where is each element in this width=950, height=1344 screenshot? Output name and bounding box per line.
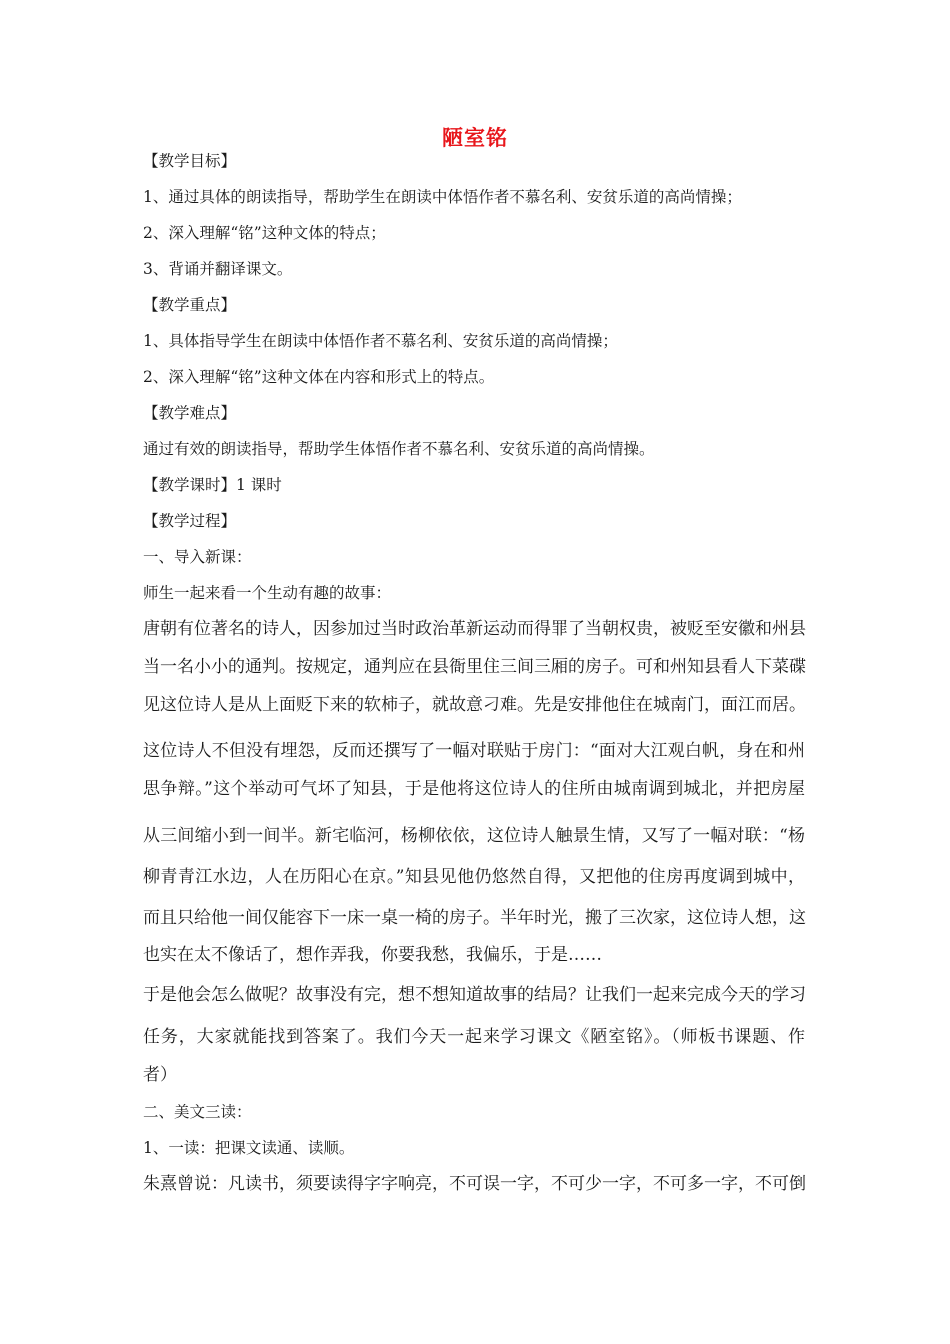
story-line: 这位诗人不但没有埋怨，反而还撰写了一幅对联贴于房门：“面对大江观白帆，身在和州 [143, 741, 805, 761]
objective-item-2: 2、深入理解“铭”这种文体的特点； [143, 224, 386, 242]
story-line: 柳青青江水边，人在历阳心在京。”知县见他仍悠然自得，又把他的住房再度调到城中， [143, 867, 805, 887]
section-1-heading: 一、导入新课： [143, 548, 252, 566]
section-2-heading: 二、美文三读： [143, 1103, 252, 1121]
followup-line: 任务，大家就能找到答案了。我们今天一起来学习课文《陋室铭》。（师板书课题、作 [143, 1027, 805, 1047]
key-point-item-1: 1、具体指导学生在朗读中体悟作者不慕名利、安贫乐道的高尚情操； [143, 332, 618, 350]
key-point-item-2: 2、深入理解“铭”这种文体在内容和形式上的特点。 [143, 368, 495, 386]
story-line: 唐朝有位著名的诗人，因参加过当时政治革新运动而得罪了当朝权贵，被贬至安徽和州县 [143, 619, 806, 639]
story-line: 见这位诗人是从上面贬下来的软柿子，就故意刁难。先是安排他住在城南门，面江而居。 [143, 695, 806, 715]
difficulties-text: 通过有效的朗读指导，帮助学生体悟作者不慕名利、安贫乐道的高尚情操。 [143, 440, 655, 458]
process-heading: 【教学过程】 [143, 512, 237, 530]
key-points-heading: 【教学重点】 [143, 296, 237, 314]
page-title: 陋室铭 [442, 126, 508, 150]
story-line: 而且只给他一间仅能容下一床一桌一椅的房子。半年时光，搬了三次家，这位诗人想，这 [143, 908, 806, 928]
followup-line: 者） [143, 1065, 177, 1085]
difficulties-heading: 【教学难点】 [143, 404, 237, 422]
first-reading: 1、一读：把课文读通、读顺。 [143, 1139, 355, 1157]
story-intro: 师生一起来看一个生动有趣的故事： [143, 584, 392, 602]
zhuxi-quote: 朱熹曾说：凡读书，须要读得字字响亮，不可误一字，不可少一字，不可多一字，不可倒 [143, 1174, 806, 1194]
followup-line: 于是他会怎么做呢？故事没有完，想不想知道故事的结局？让我们一起来完成今天的学习 [143, 985, 806, 1005]
story-line: 思争辩。”这个举动可气坏了知县，于是他将这位诗人的住所由城南调到城北，并把房屋 [143, 779, 805, 799]
objectives-heading: 【教学目标】 [143, 152, 237, 170]
story-line: 当一名小小的通判。按规定，通判应在县衙里住三间三厢的房子。可和州知县看人下菜碟 [143, 657, 806, 677]
objective-item-3: 3、背诵并翻译课文。 [143, 260, 293, 278]
story-line: 从三间缩小到一间半。新宅临河，杨柳依依，这位诗人触景生情，又写了一幅对联：“杨 [143, 826, 805, 846]
story-line: 也实在太不像话了，想作弄我，你要我愁，我偏乐，于是…… [143, 945, 602, 965]
objective-item-1: 1、通过具体的朗读指导，帮助学生在朗读中体悟作者不慕名利、安贫乐道的高尚情操； [143, 188, 742, 206]
class-hours: 【教学课时】1 课时 [143, 476, 282, 494]
